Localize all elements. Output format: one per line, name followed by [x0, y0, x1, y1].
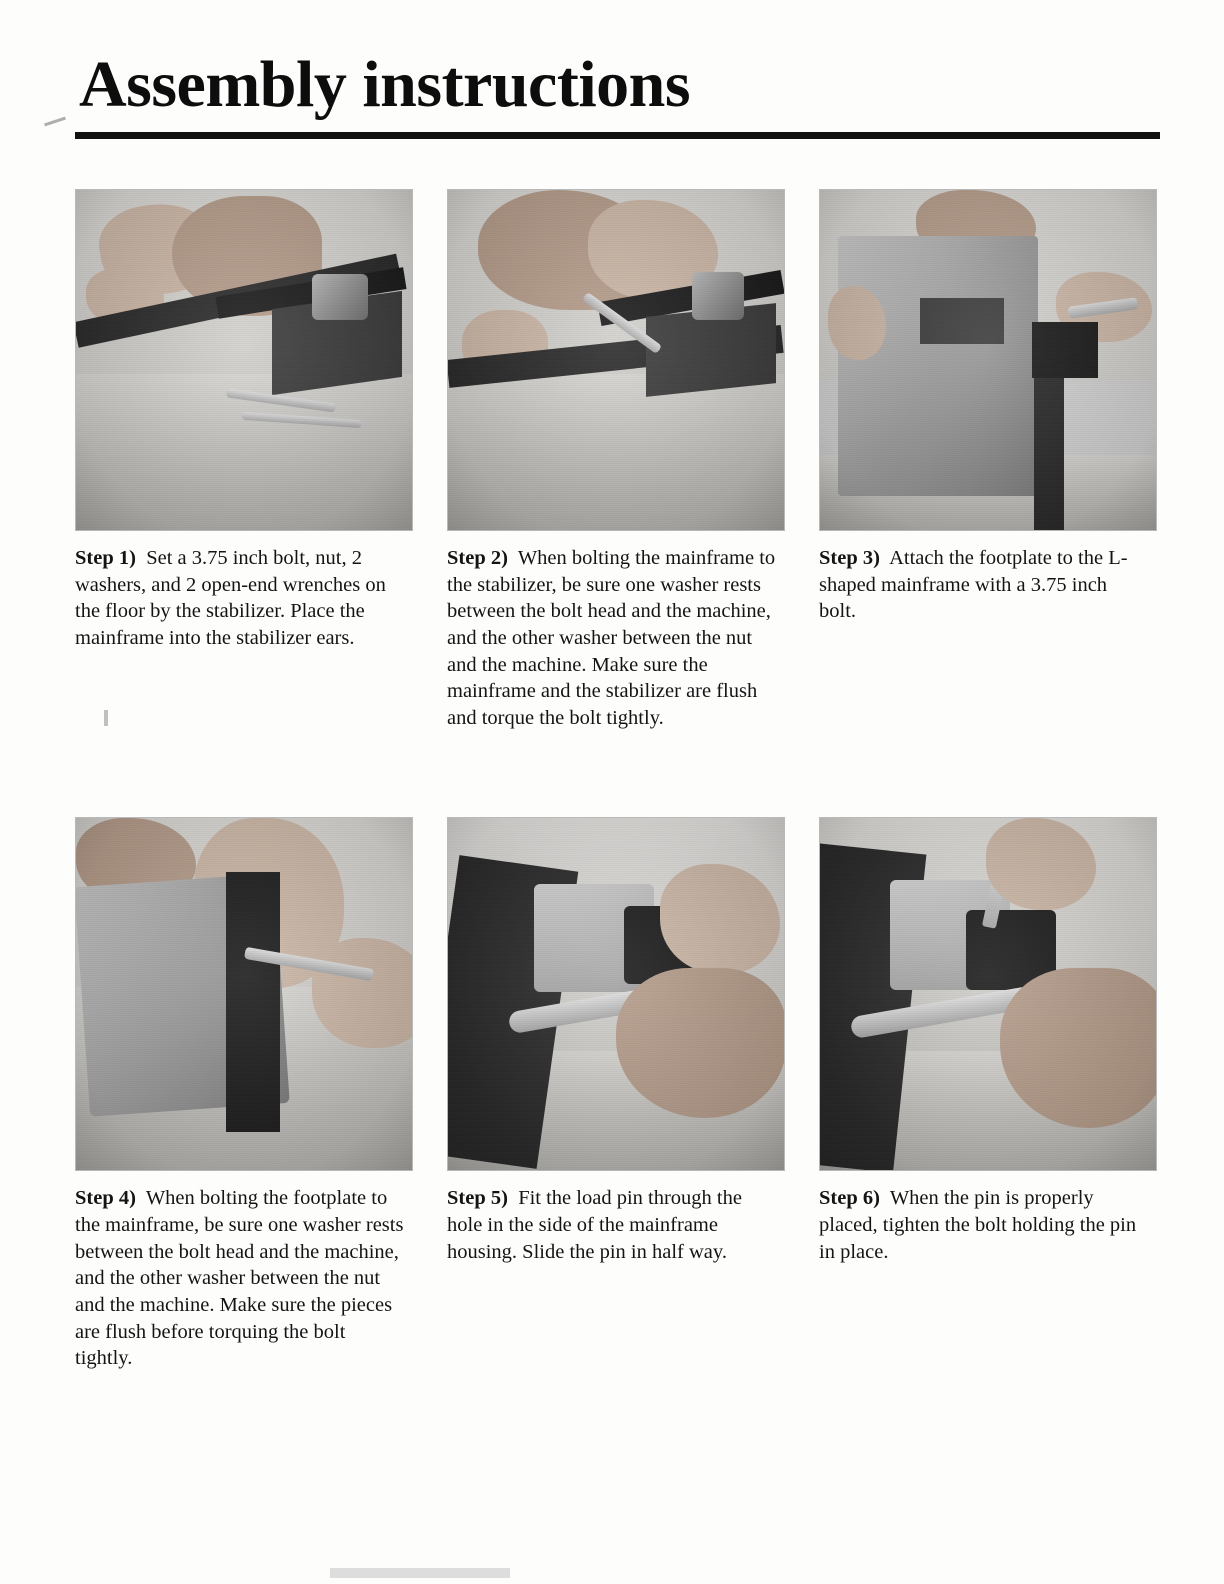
step-1-caption [75, 545, 405, 652]
step-4-photo [75, 817, 413, 1171]
step-1-photo [75, 189, 413, 531]
row-spacer [75, 731, 1160, 817]
step-6-photo [819, 817, 1157, 1171]
title-divider [75, 132, 1160, 139]
step-4-caption [75, 1185, 405, 1371]
steps-grid-row-2 [75, 817, 1160, 1371]
step-item [447, 189, 787, 731]
step-5-label: Step 5) [447, 1187, 514, 1210]
step-item [75, 817, 415, 1371]
photo-vignette [820, 818, 1156, 1170]
photo-vignette [448, 818, 784, 1170]
step-4-label: Step 4) [75, 1187, 142, 1210]
step-1-text: Set a 3.75 inch bolt, nut, 2 washers, and 2 open-end wrenches on the floor by the stabilizer. Place the mainframe into the stabilizer ears. [75, 547, 386, 649]
step-5-photo [447, 817, 785, 1171]
steps-grid-row-1 [75, 189, 1160, 731]
photo-vignette [448, 190, 784, 530]
step-2-label: Step 2) [447, 547, 514, 569]
page-bottom-artifact [330, 1568, 510, 1578]
step-3-photo [819, 189, 1157, 531]
step-3-caption [819, 545, 1149, 625]
page-title: Assembly instructions [79, 48, 691, 121]
step-item [75, 189, 415, 731]
step-2-photo [447, 189, 785, 531]
photo-vignette [76, 190, 412, 530]
step-1-label: Step 1) [75, 547, 142, 569]
step-6-caption [819, 1185, 1149, 1265]
step-5-text: Fit the load pin through the hole in the side of the mainframe housing. Slide the pin in half way. [447, 1187, 742, 1263]
step-6-text: When the pin is properly placed, tighten the bolt holding the pin in place. [819, 1187, 1137, 1263]
page-content [75, 48, 1160, 1372]
step-3-text: Attach the footplate to the L-shaped mainframe with a 3.75 inch bolt. [819, 547, 1128, 623]
step-5-caption [447, 1185, 777, 1265]
step-2-caption [447, 545, 777, 731]
step-2-text: When bolting the mainframe to the stabilizer, be sure one washer rests between the bolt head and the machine, and the other washer between the nut and the machine. Make sure the mainframe and the stabilizer are flush and torque the bolt tightly. [447, 547, 776, 729]
step-4-text: When bolting the footplate to the mainframe, be sure one washer rests between the bolt head and the machine, and the other washer between the nut and the machine. Make sure the pieces are flush before torquing the bolt tightly. [75, 1187, 404, 1370]
step-item [819, 817, 1159, 1371]
step-item [819, 189, 1159, 731]
step-3-label: Step 3) [819, 547, 886, 569]
photo-vignette [76, 818, 412, 1170]
scan-artifact-mark [44, 117, 66, 127]
photo-vignette [820, 190, 1156, 530]
step-item [447, 817, 787, 1371]
step-6-label: Step 6) [819, 1187, 886, 1210]
